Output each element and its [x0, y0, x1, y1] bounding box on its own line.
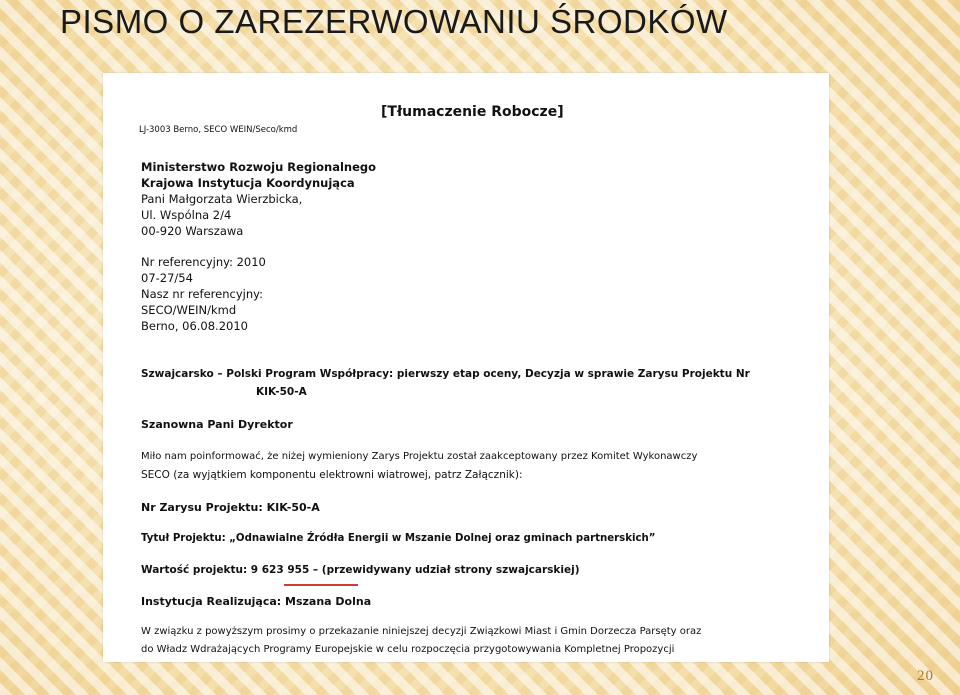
- address-line: Ul. Wspólna 2/4: [141, 208, 232, 222]
- salutation: Szanowna Pani Dyrektor: [141, 418, 293, 431]
- address-line: 00-920 Warszawa: [141, 224, 244, 238]
- reference-line: Berno, 06.08.2010: [141, 319, 248, 333]
- subject-line: KIK-50-A: [256, 386, 307, 398]
- paragraph-line: SECO (za wyjątkiem komponentu elektrowni wiatrowej, patrz Załącznik):: [141, 469, 523, 481]
- value-underline: [284, 584, 358, 586]
- paragraph-line: W związku z powyższym prosimy o przekazanie niniejszej decyzji Związkowi Miast i Gmin Dorzecza Parsęty oraz: [141, 626, 702, 637]
- reference-line: SECO/WEIN/kmd: [141, 303, 237, 317]
- page-number: 20: [917, 668, 934, 684]
- project-number: Nr Zarysu Projektu: KIK-50-A: [141, 501, 320, 514]
- project-value: Wartość projektu: 9 623 955 – (przewidywany udział strony szwajcarskiej): [141, 564, 580, 576]
- reference-line: Nasz nr referencyjny:: [141, 287, 263, 301]
- scanned-letter: [103, 73, 829, 662]
- project-title: Tytuł Projektu: „Odnawialne Źródła Energii w Mszanie Dolnej oraz gminach partnerskich”: [141, 533, 656, 544]
- paragraph-line: Miło nam poinformować, że niżej wymieniony Zarys Projektu został zaakceptowany przez Komitet Wykonawczy: [141, 451, 698, 462]
- slide-title: PISMO O ZAREZERWOWANIU ŚRODKÓW: [60, 3, 728, 40]
- working-translation-label: [Tłumaczenie Robocze]: [381, 104, 564, 120]
- address-line: Krajowa Instytucja Koordynująca: [141, 176, 355, 190]
- subject-line: Szwajcarsko – Polski Program Współpracy: pierwszy etap oceny, Decyzja w sprawie Zarysu Projektu Nr: [141, 368, 750, 380]
- reference-line: 07-27/54: [141, 271, 193, 285]
- address-line: Ministerstwo Rozwoju Regionalnego: [141, 160, 377, 174]
- paragraph-line: do Władz Wdrażających Programy Europejskie w celu rozpoczęcia przygotowywania Kompletnej Propozycji: [141, 644, 675, 655]
- address-line: Pani Małgorzata Wierzbicka,: [141, 192, 303, 206]
- implementing-institution: Instytucja Realizująca: Mszana Dolna: [141, 595, 372, 608]
- reference-header: LJ-3003 Berno, SECO WEIN/Seco/kmd: [139, 125, 298, 135]
- reference-line: Nr referencyjny: 2010: [141, 255, 266, 269]
